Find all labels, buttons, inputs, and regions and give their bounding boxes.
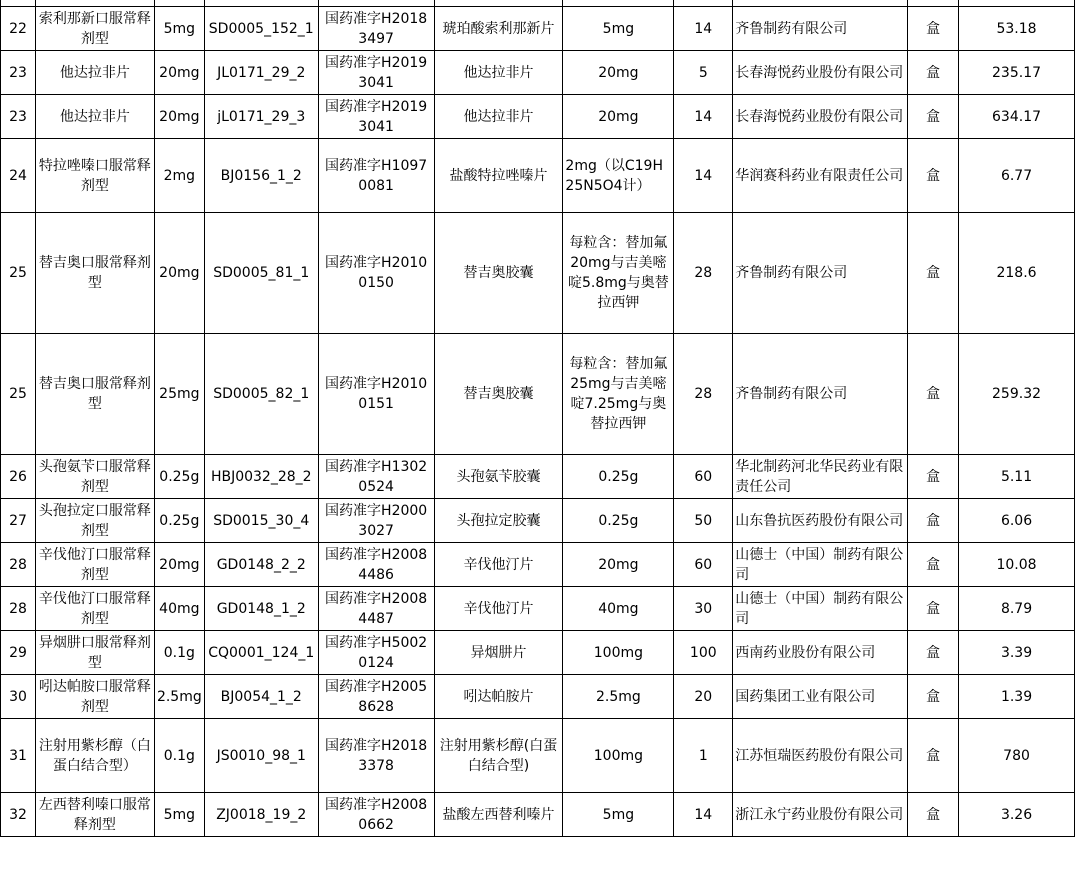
spec-cell: 20mg bbox=[154, 213, 204, 334]
drug-name-cell: 吲达帕胺口服常释剂型 bbox=[35, 675, 154, 719]
content-cell: 20mg bbox=[563, 95, 674, 139]
product-name-cell: 注射用紫杉醇(白蛋白结合型) bbox=[434, 719, 563, 793]
product-name-cell: 琥珀酸索利那新片 bbox=[434, 7, 563, 51]
unit-cell: 盒 bbox=[908, 7, 959, 51]
company-cell: 长春海悦药业股份有限公司 bbox=[733, 51, 908, 95]
no-cell: 23 bbox=[1, 51, 36, 95]
quantity-cell: 14 bbox=[674, 139, 733, 213]
unit-cell: 盒 bbox=[908, 675, 959, 719]
price-cell: 259.32 bbox=[959, 334, 1075, 455]
price-cell: 235.17 bbox=[959, 51, 1075, 95]
price-cell: 1.39 bbox=[959, 675, 1075, 719]
quantity-cell: 14 bbox=[674, 793, 733, 837]
table-row bbox=[1, 719, 1075, 793]
product-name-cell: 头孢拉定胶囊 bbox=[434, 499, 563, 543]
price-cell: 6.06 bbox=[959, 499, 1075, 543]
code-cell: CQ0001_124_1 bbox=[204, 631, 318, 675]
no-cell: 24 bbox=[1, 139, 36, 213]
table-row bbox=[1, 675, 1075, 719]
table-row bbox=[1, 631, 1075, 675]
approval-number-cell: 国药准字H20003027 bbox=[318, 499, 434, 543]
quantity-cell: 14 bbox=[674, 7, 733, 51]
product-name-cell: 他达拉非片 bbox=[434, 95, 563, 139]
table-row bbox=[1, 455, 1075, 499]
no-cell: 31 bbox=[1, 719, 36, 793]
code-cell: JL0171_29_2 bbox=[204, 51, 318, 95]
company-cell: 华北制药河北华民药业有限责任公司 bbox=[733, 455, 908, 499]
product-name-cell: 辛伐他汀片 bbox=[434, 587, 563, 631]
content-cell: 2.5mg bbox=[563, 675, 674, 719]
code-cell: jL0171_29_3 bbox=[204, 95, 318, 139]
company-cell: 山东鲁抗医药股份有限公司 bbox=[733, 499, 908, 543]
content-cell: 40mg bbox=[563, 587, 674, 631]
content-cell: 20mg bbox=[563, 543, 674, 587]
code-cell: BJ0156_1_2 bbox=[204, 139, 318, 213]
no-cell: 28 bbox=[1, 587, 36, 631]
table-row bbox=[1, 334, 1075, 455]
table-row bbox=[1, 213, 1075, 334]
price-cell: 3.26 bbox=[959, 793, 1075, 837]
unit-cell: 盒 bbox=[908, 793, 959, 837]
table-row bbox=[1, 7, 1075, 51]
drug-name-cell: 头孢氨苄口服常释剂型 bbox=[35, 455, 154, 499]
product-name-cell: 他达拉非片 bbox=[434, 51, 563, 95]
company-cell: 长春海悦药业股份有限公司 bbox=[733, 95, 908, 139]
price-cell: 8.79 bbox=[959, 587, 1075, 631]
company-cell: 齐鲁制药有限公司 bbox=[733, 213, 908, 334]
no-cell: 28 bbox=[1, 543, 36, 587]
approval-number-cell: 国药准字H20084486 bbox=[318, 543, 434, 587]
content-cell: 2mg（以C19H25N5O4计） bbox=[563, 139, 674, 213]
no-cell: 23 bbox=[1, 95, 36, 139]
table-row bbox=[1, 587, 1075, 631]
product-name-cell: 替吉奥胶囊 bbox=[434, 334, 563, 455]
quantity-cell: 14 bbox=[674, 95, 733, 139]
code-cell: HBJ0032_28_2 bbox=[204, 455, 318, 499]
spec-cell: 0.1g bbox=[154, 631, 204, 675]
drug-name-cell: 左西替利嗪口服常释剂型 bbox=[35, 793, 154, 837]
price-cell: 3.39 bbox=[959, 631, 1075, 675]
drug-name-cell: 替吉奥口服常释剂型 bbox=[35, 334, 154, 455]
spec-cell: 20mg bbox=[154, 543, 204, 587]
quantity-cell: 20 bbox=[674, 675, 733, 719]
spec-cell: 40mg bbox=[154, 587, 204, 631]
no-cell: 27 bbox=[1, 499, 36, 543]
unit-cell: 盒 bbox=[908, 543, 959, 587]
product-name-cell: 盐酸左西替利嗪片 bbox=[434, 793, 563, 837]
approval-number-cell: 国药准字H20080662 bbox=[318, 793, 434, 837]
drug-name-cell: 注射用紫杉醇（白蛋白结合型） bbox=[35, 719, 154, 793]
no-cell: 30 bbox=[1, 675, 36, 719]
product-name-cell: 吲达帕胺片 bbox=[434, 675, 563, 719]
quantity-cell: 60 bbox=[674, 455, 733, 499]
company-cell: 西南药业股份有限公司 bbox=[733, 631, 908, 675]
spec-cell: 20mg bbox=[154, 95, 204, 139]
drug-name-cell: 辛伐他汀口服常释剂型 bbox=[35, 543, 154, 587]
spec-cell: 20mg bbox=[154, 51, 204, 95]
price-cell: 634.17 bbox=[959, 95, 1075, 139]
code-cell: SD0005_81_1 bbox=[204, 213, 318, 334]
approval-number-cell: 国药准字H20100150 bbox=[318, 213, 434, 334]
content-cell: 100mg bbox=[563, 631, 674, 675]
spec-cell: 5mg bbox=[154, 793, 204, 837]
approval-number-cell: 国药准字H20058628 bbox=[318, 675, 434, 719]
product-name-cell: 替吉奥胶囊 bbox=[434, 213, 563, 334]
drug-name-cell: 辛伐他汀口服常释剂型 bbox=[35, 587, 154, 631]
code-cell: GD0148_1_2 bbox=[204, 587, 318, 631]
content-cell: 0.25g bbox=[563, 455, 674, 499]
table-row bbox=[1, 793, 1075, 837]
unit-cell: 盒 bbox=[908, 51, 959, 95]
content-cell: 20mg bbox=[563, 51, 674, 95]
company-cell: 山德士（中国）制药有限公司 bbox=[733, 543, 908, 587]
content-cell: 0.25g bbox=[563, 499, 674, 543]
price-cell: 53.18 bbox=[959, 7, 1075, 51]
quantity-cell: 30 bbox=[674, 587, 733, 631]
spec-cell: 5mg bbox=[154, 7, 204, 51]
code-cell: SD0005_152_1 bbox=[204, 7, 318, 51]
unit-cell: 盒 bbox=[908, 334, 959, 455]
drug-name-cell: 特拉唑嗪口服常释剂型 bbox=[35, 139, 154, 213]
quantity-cell: 60 bbox=[674, 543, 733, 587]
content-cell: 5mg bbox=[563, 7, 674, 51]
company-cell: 浙江永宁药业股份有限公司 bbox=[733, 793, 908, 837]
no-cell: 22 bbox=[1, 7, 36, 51]
approval-number-cell: 国药准字H10970081 bbox=[318, 139, 434, 213]
quantity-cell: 50 bbox=[674, 499, 733, 543]
table-row bbox=[1, 139, 1075, 213]
unit-cell: 盒 bbox=[908, 499, 959, 543]
unit-cell: 盒 bbox=[908, 455, 959, 499]
company-cell: 齐鲁制药有限公司 bbox=[733, 334, 908, 455]
company-cell: 江苏恒瑞医药股份有限公司 bbox=[733, 719, 908, 793]
spec-cell: 0.25g bbox=[154, 455, 204, 499]
approval-number-cell: 国药准字H20084487 bbox=[318, 587, 434, 631]
approval-number-cell: 国药准字H50020124 bbox=[318, 631, 434, 675]
content-cell: 每粒含：替加氟25mg与吉美嘧啶7.25mg与奥替拉西钾 bbox=[563, 334, 674, 455]
product-name-cell: 异烟肼片 bbox=[434, 631, 563, 675]
drug-name-cell: 他达拉非片 bbox=[35, 95, 154, 139]
company-cell: 齐鲁制药有限公司 bbox=[733, 7, 908, 51]
quantity-cell: 28 bbox=[674, 213, 733, 334]
table-row bbox=[1, 95, 1075, 139]
no-cell: 25 bbox=[1, 334, 36, 455]
table-row bbox=[1, 51, 1075, 95]
approval-number-cell: 国药准字H20193041 bbox=[318, 51, 434, 95]
product-name-cell: 头孢氨苄胶囊 bbox=[434, 455, 563, 499]
quantity-cell: 100 bbox=[674, 631, 733, 675]
approval-number-cell: 国药准字H20193041 bbox=[318, 95, 434, 139]
spec-cell: 2mg bbox=[154, 139, 204, 213]
product-name-cell: 盐酸特拉唑嗪片 bbox=[434, 139, 563, 213]
no-cell: 29 bbox=[1, 631, 36, 675]
drug-name-cell: 头孢拉定口服常释剂型 bbox=[35, 499, 154, 543]
approval-number-cell: 国药准字H20100151 bbox=[318, 334, 434, 455]
drug-name-cell: 索利那新口服常释剂型 bbox=[35, 7, 154, 51]
code-cell: SD0005_82_1 bbox=[204, 334, 318, 455]
unit-cell: 盒 bbox=[908, 213, 959, 334]
product-name-cell: 辛伐他汀片 bbox=[434, 543, 563, 587]
price-cell: 6.77 bbox=[959, 139, 1075, 213]
code-cell: GD0148_2_2 bbox=[204, 543, 318, 587]
price-cell: 5.11 bbox=[959, 455, 1075, 499]
unit-cell: 盒 bbox=[908, 139, 959, 213]
price-cell: 218.6 bbox=[959, 213, 1075, 334]
company-cell: 华润赛科药业有限责任公司 bbox=[733, 139, 908, 213]
quantity-cell: 1 bbox=[674, 719, 733, 793]
spec-cell: 0.25g bbox=[154, 499, 204, 543]
content-cell: 5mg bbox=[563, 793, 674, 837]
drug-name-cell: 他达拉非片 bbox=[35, 51, 154, 95]
content-cell: 100mg bbox=[563, 719, 674, 793]
unit-cell: 盒 bbox=[908, 719, 959, 793]
approval-number-cell: 国药准字H13020524 bbox=[318, 455, 434, 499]
company-cell: 山德士（中国）制药有限公司 bbox=[733, 587, 908, 631]
code-cell: JS0010_98_1 bbox=[204, 719, 318, 793]
content-cell: 每粒含：替加氟20mg与吉美嘧啶5.8mg与奥替拉西钾 bbox=[563, 213, 674, 334]
unit-cell: 盒 bbox=[908, 95, 959, 139]
drug-name-cell: 替吉奥口服常释剂型 bbox=[35, 213, 154, 334]
approval-number-cell: 国药准字H20183378 bbox=[318, 719, 434, 793]
table-row bbox=[1, 543, 1075, 587]
quantity-cell: 5 bbox=[674, 51, 733, 95]
spec-cell: 25mg bbox=[154, 334, 204, 455]
table-row bbox=[1, 499, 1075, 543]
code-cell: BJ0054_1_2 bbox=[204, 675, 318, 719]
price-cell: 780 bbox=[959, 719, 1075, 793]
spec-cell: 0.1g bbox=[154, 719, 204, 793]
price-cell: 10.08 bbox=[959, 543, 1075, 587]
spec-cell: 2.5mg bbox=[154, 675, 204, 719]
drug-name-cell: 异烟肼口服常释剂型 bbox=[35, 631, 154, 675]
unit-cell: 盒 bbox=[908, 587, 959, 631]
no-cell: 25 bbox=[1, 213, 36, 334]
no-cell: 26 bbox=[1, 455, 36, 499]
code-cell: ZJ0018_19_2 bbox=[204, 793, 318, 837]
code-cell: SD0015_30_4 bbox=[204, 499, 318, 543]
quantity-cell: 28 bbox=[674, 334, 733, 455]
no-cell: 32 bbox=[1, 793, 36, 837]
company-cell: 国药集团工业有限公司 bbox=[733, 675, 908, 719]
unit-cell: 盒 bbox=[908, 631, 959, 675]
approval-number-cell: 国药准字H20183497 bbox=[318, 7, 434, 51]
